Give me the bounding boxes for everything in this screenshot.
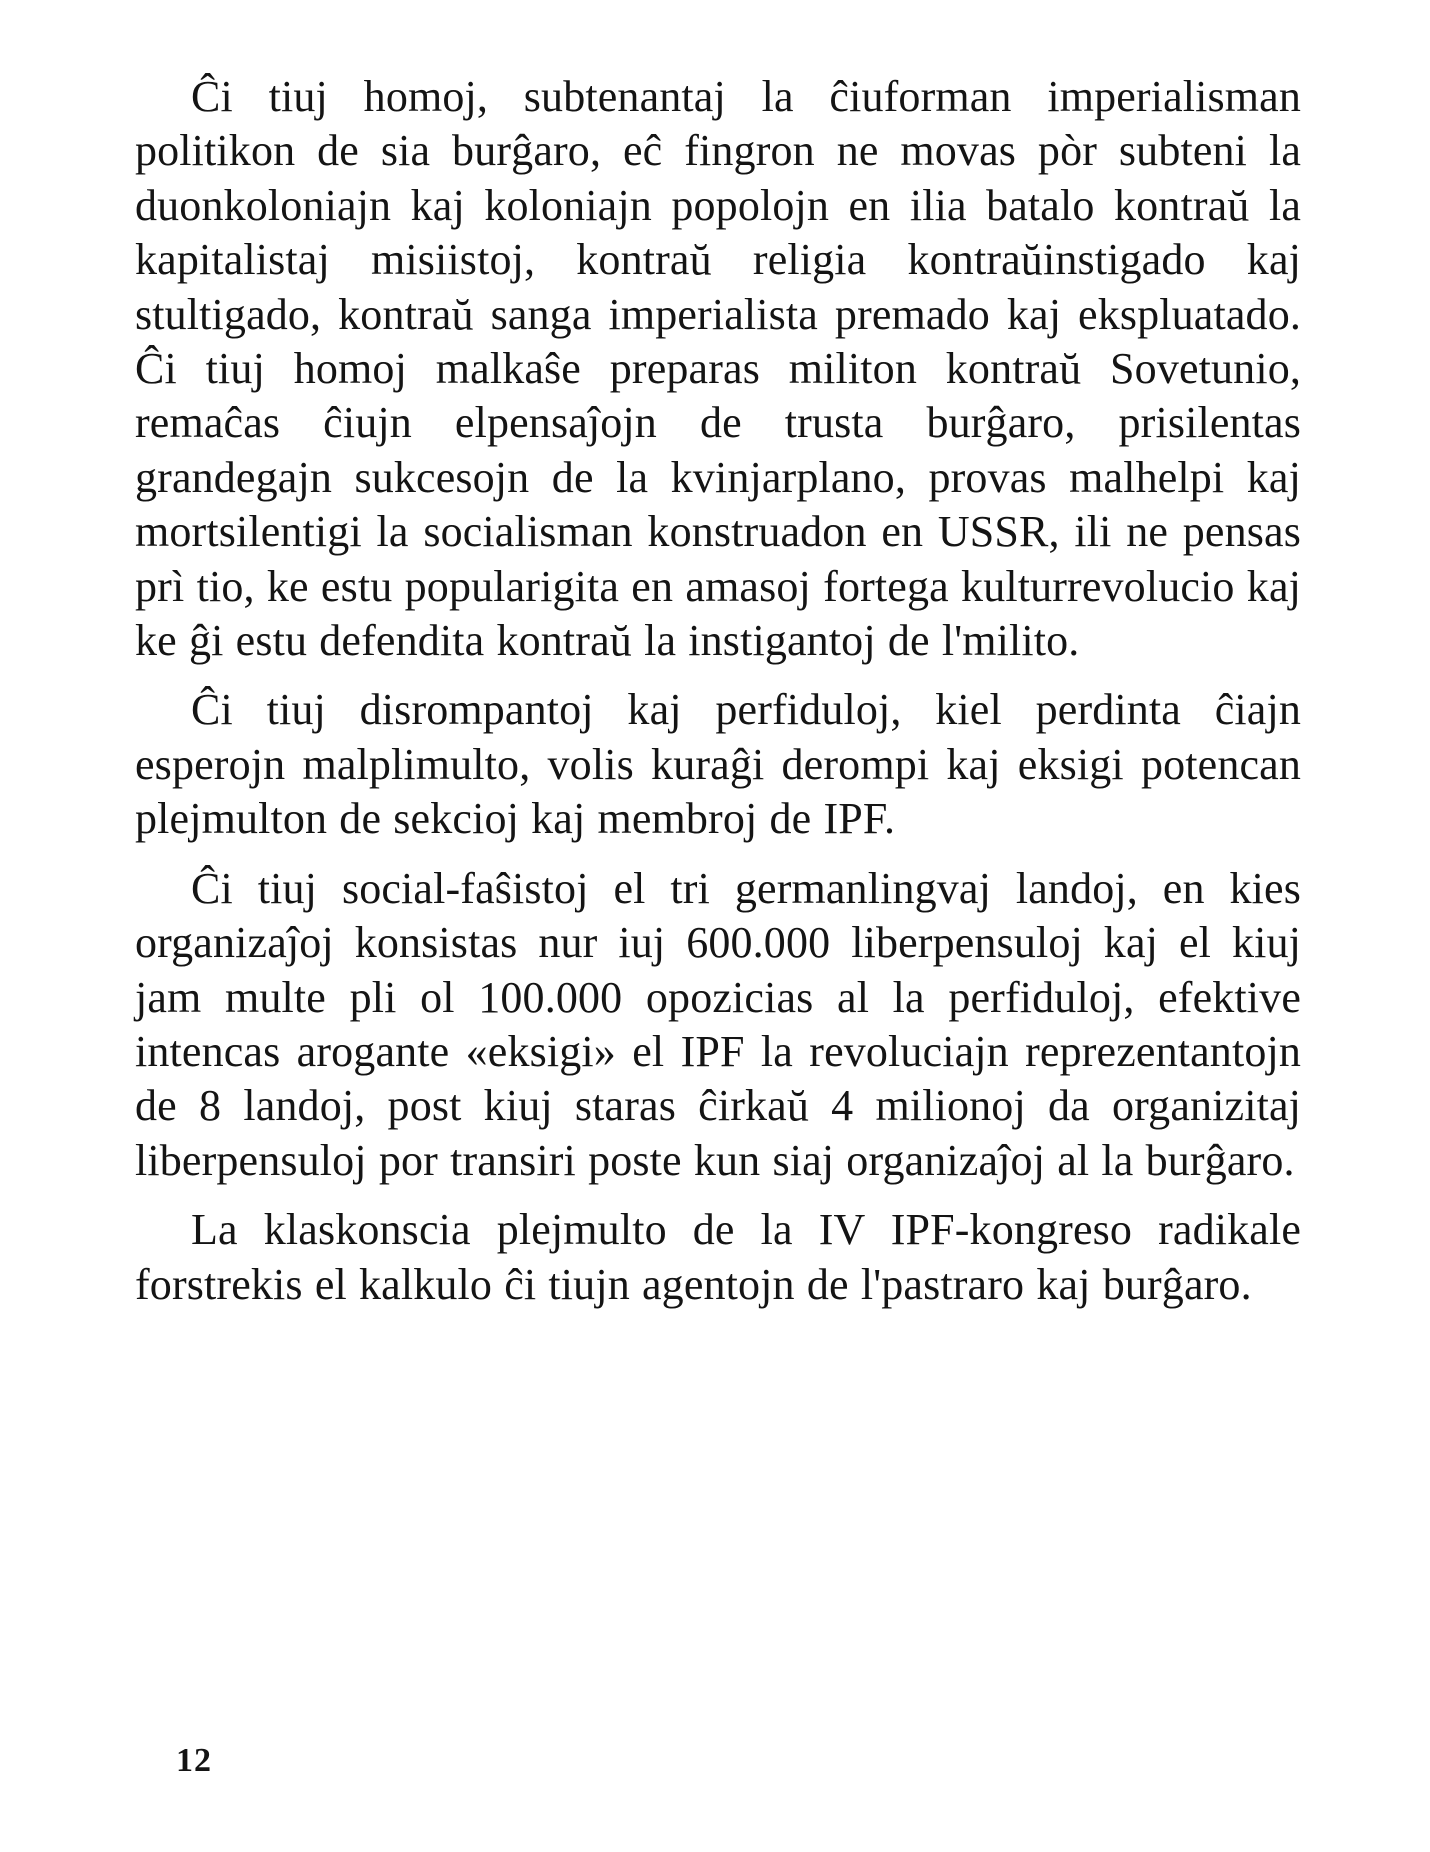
- page-number: 12: [176, 1742, 212, 1779]
- paragraph-1: Ĉi tiuj homoj, subtenantaj la ĉiuforman imperialisman politikon de sia burĝaro, eĉ fingron ne movas pòr subteni la duonkoloniajn kaj koloniajn popolojn en ilia batalo kontraŭ la kapitalistaj misiistoj, kontraŭ religia kontraŭinstigado kaj stultigado, kontraŭ sanga imperialista premado kaj ekspluatado. Ĉi tiuj homoj malkaŝe preparas militon kontraŭ Sovetunio, remaĉas ĉiujn elpensaĵojn de trusta burĝaro, prisilentas grandegajn sukcesojn de la kvinjarplano, provas malhelpi kaj mortsilentigi la socialisman konstruadon en USSR, ili ne pensas prì tio, ke estu popularigita en amasoj fortega kulturrevolucio kaj ke ĝi estu defendita kontraŭ la instigantoj de l'milito.: [135, 72, 1301, 666]
- body-text: [135, 70, 1301, 1327]
- paragraph-3: Ĉi tiuj social-faŝistoj el tri germanlingvaj landoj, en kies organizaĵoj konsistas nur iuj 600.000 liberpensuloj kaj el kiuj jam multe pli ol 100.000 opozicias al la perfiduloj, efektive intencas arogante «eksigi» el IPF la revoluciajn reprezentantojn de 8 landoj, post kiuj staras ĉirkaŭ 4 milionoj da organizitaj liberpensuloj por transiri poste kun siaj organizaĵoj al la burĝaro.: [135, 863, 1301, 1185]
- paragraph-2: Ĉi tiuj disrompantoj kaj perfiduloj, kiel perdinta ĉiajn esperojn malplimulto, volis kuraĝi derompi kaj eksigi potencan plejmulton de sekcioj kaj membroj de IPF.: [135, 685, 1301, 844]
- paragraph-4: La klaskonscia plejmulto de la IV IPF-kongreso radikale forstrekis el kalkulo ĉi tiujn agentojn de l'pastraro kaj burĝaro.: [135, 1205, 1301, 1309]
